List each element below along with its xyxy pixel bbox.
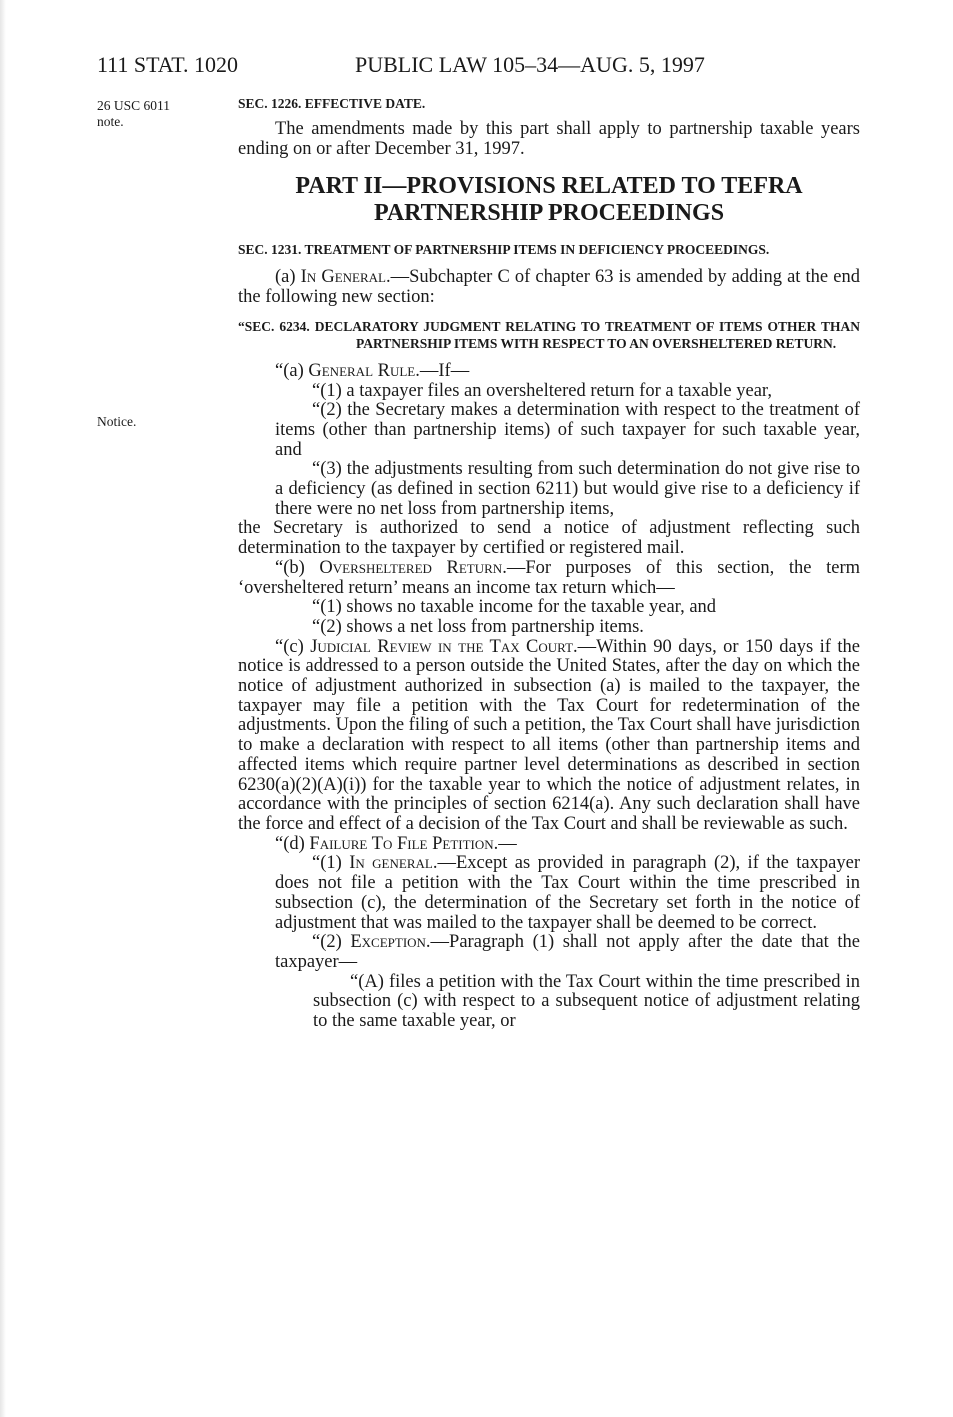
page-edge-shadow bbox=[0, 0, 6, 1417]
sec-6234-d-2-text: .—Paragraph (1) shall not apply after the date that the taxpayer— bbox=[275, 932, 860, 972]
part-2-title-line2: PARTNERSHIP PROCEEDINGS bbox=[373, 200, 725, 227]
sec-6234-b-label: “(b) bbox=[275, 557, 320, 578]
sec-6234-heading: “SEC. 6234. DECLARATORY JUDGMENT RELATING TO TREATMENT OF ITEMS OTHER THAN PARTNERSHIP ITEMS WITH RESPECT TO AN OVERSHELTERED RETURN. bbox=[238, 318, 860, 351]
sec-6234-d-1-text: .—Except as provided in paragraph (2), if the taxpayer does not file a petition with the Tax Court within the time prescribed in subsection (c), the determination of the Secretary set forth in the notice of adjustment that was mailed to the taxpayer shall be deemed to be correct. bbox=[275, 853, 860, 933]
margin-note-notice: Notice. bbox=[97, 414, 137, 429]
sec-1226-heading: SEC. 1226. EFFECTIVE DATE. bbox=[238, 96, 426, 111]
sec-6234-c-caption: Judicial Review in the Tax Court bbox=[310, 636, 574, 657]
statute-page-number: 111 STAT. 1020 bbox=[97, 52, 239, 77]
sec-6234-c bbox=[238, 638, 860, 835]
sec-6234-b bbox=[238, 559, 860, 598]
margin-note-usc bbox=[97, 98, 170, 130]
part-2-title bbox=[238, 173, 860, 227]
sec-6234-d bbox=[238, 835, 860, 855]
sec-6234-d-2-label: “(2) bbox=[312, 932, 351, 953]
margin-note-usc-citation: 26 USC 6011 bbox=[97, 98, 171, 113]
sec-6234-d-caption: Failure To File Petition bbox=[309, 833, 494, 854]
sec-6234-d-1 bbox=[238, 854, 860, 933]
document-body bbox=[238, 96, 860, 1032]
sec-6234-d-text: .— bbox=[493, 833, 517, 854]
sec-1231-a-label: (a) bbox=[275, 267, 301, 288]
sec-6234-c-text: .—Within 90 days, or 150 days if the notice is addressed to a person outside the United States, after the day on which the notice of adjustment authorized in subsection (a) is mailed to the taxpayer, the taxpayer may file a petition with the Tax Court for redetermination of the adjustments. Upon the filing of such a petition, the Tax Court shall have jurisdiction to make a declaration with respect to all items (other than partnership items and affected items which require partner level determinations as described in section 6230(a)(2)(A)(i)) for the taxable year to which the notice of adjustment relates, in accordance with the principles of section 6214(a). Any such declaration shall have the force and effect of a decision of the Tax Court and shall be reviewable as such. bbox=[238, 636, 860, 834]
sec-6234-a-label: “(a) bbox=[275, 360, 309, 381]
sec-6234-b-2: “(2) shows a net loss from partnership items. bbox=[312, 616, 644, 637]
sec-6234-d-2 bbox=[238, 933, 860, 972]
sec-1226-text: The amendments made by this part shall apply to partnership taxable years ending on or after December 31, 1997. bbox=[238, 119, 860, 159]
sec-6234-a-tail: the Secretary is authorized to send a notice of adjustment reflecting such determination to the taxpayer by certified or registered mail. bbox=[238, 518, 860, 559]
public-law-title: PUBLIC LAW 105–34—AUG. 5, 1997 bbox=[355, 52, 705, 77]
sec-1231-heading: SEC. 1231. TREATMENT OF PARTNERSHIP ITEMS IN DEFICIENCY PROCEEDINGS. bbox=[238, 242, 770, 258]
sec-6234-c-label: “(c) bbox=[275, 636, 311, 657]
sec-6234-a-3: “(3) the adjustments resulting from such determination do not give rise to a deficiency (as defined in section 6211) but would give rise to a deficiency if there were no net loss from partnership items, bbox=[275, 459, 860, 519]
sec-6234-a bbox=[238, 362, 860, 382]
sec-6234-a-2: “(2) the Secretary makes a determination with respect to the treatment of items (other than partnership items) of such taxpayer for such taxable year, and bbox=[275, 400, 860, 460]
sec-6234-a-1: “(1) a taxpayer files an oversheltered return for a taxable year, bbox=[312, 380, 772, 401]
sec-6234-a-text: .—If— bbox=[415, 360, 470, 381]
sec-6234-a-caption: General Rule bbox=[308, 360, 416, 381]
sec-6234-d-1-caption: In general bbox=[349, 853, 433, 874]
sec-6234-d-label: “(d) bbox=[275, 833, 310, 854]
sec-6234-d-2-A: “(A) files a petition with the Tax Court within the time prescribed in subsection (c) with respect to a subsequent notice of adjustment relating to the same taxable year, or bbox=[313, 971, 860, 1032]
sec-6234-b-caption: Oversheltered Return bbox=[319, 557, 503, 578]
sec-6234-d-2-caption: Exception bbox=[350, 932, 426, 953]
sec-1231-subsection-a bbox=[238, 268, 860, 307]
part-2-title-line1: PART II—PROVISIONS RELATED TO TEFRA bbox=[295, 173, 803, 200]
sec-6234-b-text: .—For purposes of this section, the term ‘oversheltered return’ means an income tax return which— bbox=[238, 557, 860, 598]
margin-note-usc-note: note. bbox=[97, 114, 124, 129]
sec-1231-a-caption: In General bbox=[300, 267, 386, 288]
sec-6234-d-1-label: “(1) bbox=[312, 853, 350, 874]
sec-1231-a-text: .—Subchapter C of chapter 63 is amended by adding at the end the following new section: bbox=[238, 267, 860, 308]
sec-6234-b-1: “(1) shows no taxable income for the taxable year, and bbox=[312, 597, 717, 618]
